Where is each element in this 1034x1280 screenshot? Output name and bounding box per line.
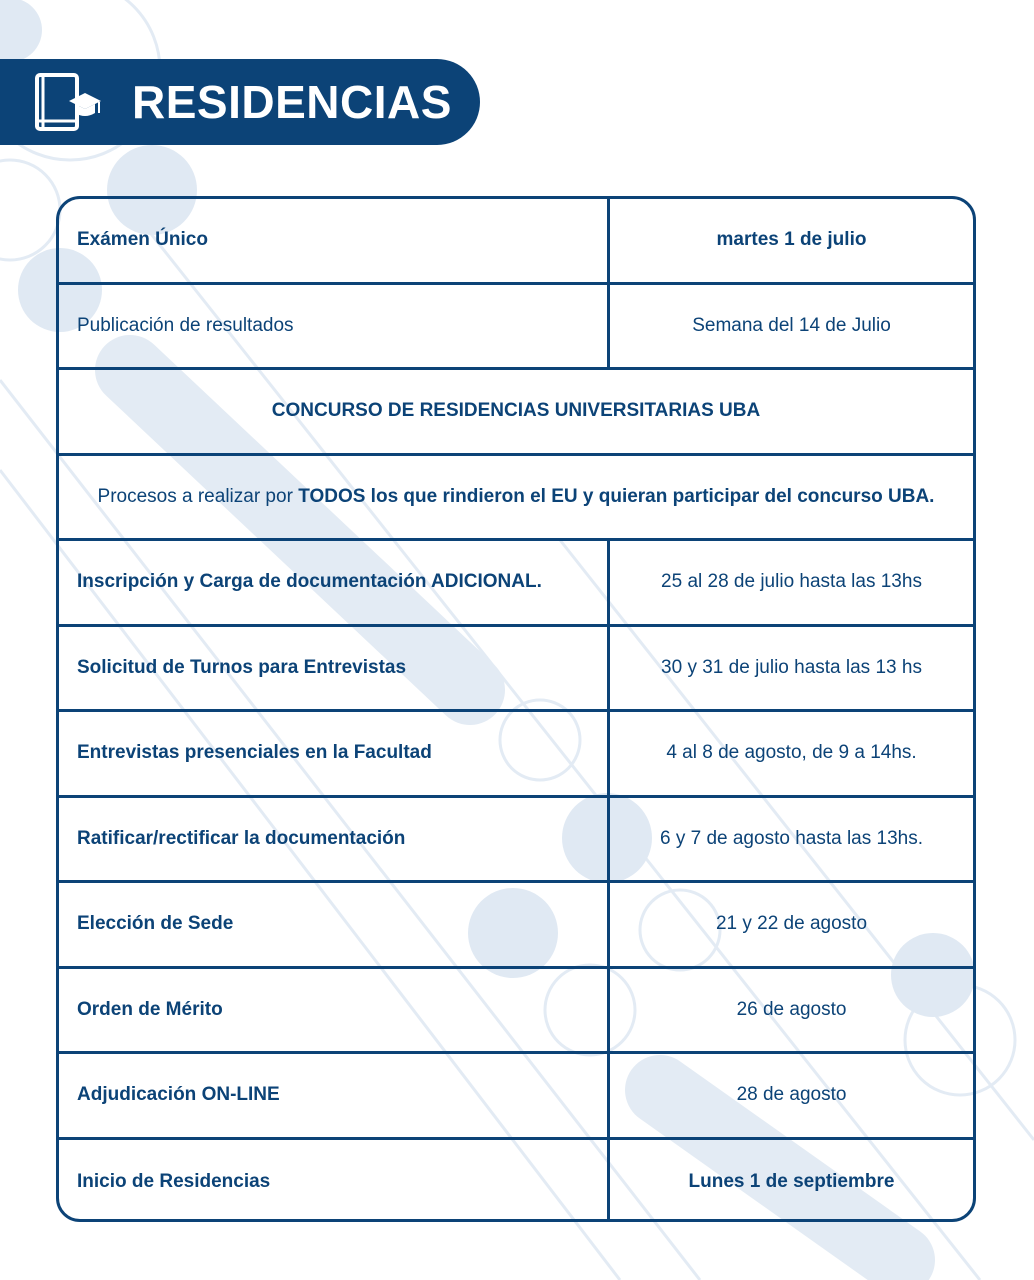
row-value: 6 y 7 de agosto hasta las 13hs.	[659, 827, 923, 849]
table-row	[59, 883, 973, 969]
note-prefix: Procesos a realizar por	[97, 485, 299, 507]
table-row	[59, 456, 973, 542]
table-row	[59, 1140, 973, 1223]
row-label: Inicio de Residencias	[59, 1140, 610, 1223]
table-row	[59, 712, 973, 798]
table-row	[59, 969, 973, 1055]
book-graduation-cap-icon	[33, 71, 103, 133]
schedule-table	[56, 196, 976, 1222]
row-label: Publicación de resultados	[59, 285, 610, 368]
row-label: Adjudicación ON-LINE	[59, 1054, 610, 1137]
row-value: 28 de agosto	[736, 1084, 847, 1106]
row-label: Ratificar/rectificar la documentación	[59, 798, 610, 881]
row-label: Solicitud de Turnos para Entrevistas	[59, 627, 610, 710]
row-value: 4 al 8 de agosto, de 9 a 14hs.	[666, 742, 917, 764]
page-header	[0, 59, 480, 145]
row-value: martes 1 de julio	[716, 229, 867, 251]
row-value: 30 y 31 de julio hasta las 13 hs	[661, 656, 922, 678]
table-row	[59, 541, 973, 627]
section-note	[59, 456, 973, 539]
row-value: 25 al 28 de julio hasta las 13hs	[661, 571, 922, 593]
table-row	[59, 370, 973, 456]
row-value: 21 y 22 de agosto	[715, 913, 868, 935]
section-banner: CONCURSO DE RESIDENCIAS UNIVERSITARIAS UBA	[271, 400, 761, 422]
row-label: Entrevistas presenciales en la Facultad	[59, 712, 610, 795]
note-bold: TODOS los que rindieron el EU y quieran participar del concurso UBA.	[298, 485, 935, 507]
table-row	[59, 627, 973, 713]
table-row	[59, 798, 973, 884]
table-row	[59, 1054, 973, 1140]
page-title: RESIDENCIAS	[132, 76, 452, 128]
table-row	[59, 199, 973, 285]
row-value: Semana del 14 de Julio	[692, 314, 891, 336]
table-row	[59, 285, 973, 371]
row-label: Inscripción y Carga de documentación ADICIONAL.	[59, 541, 610, 624]
row-label: Exámen Único	[59, 199, 610, 282]
row-value: Lunes 1 de septiembre	[688, 1171, 895, 1193]
row-label: Orden de Mérito	[59, 969, 610, 1052]
row-value: 26 de agosto	[736, 998, 847, 1020]
row-label: Elección de Sede	[59, 883, 610, 966]
